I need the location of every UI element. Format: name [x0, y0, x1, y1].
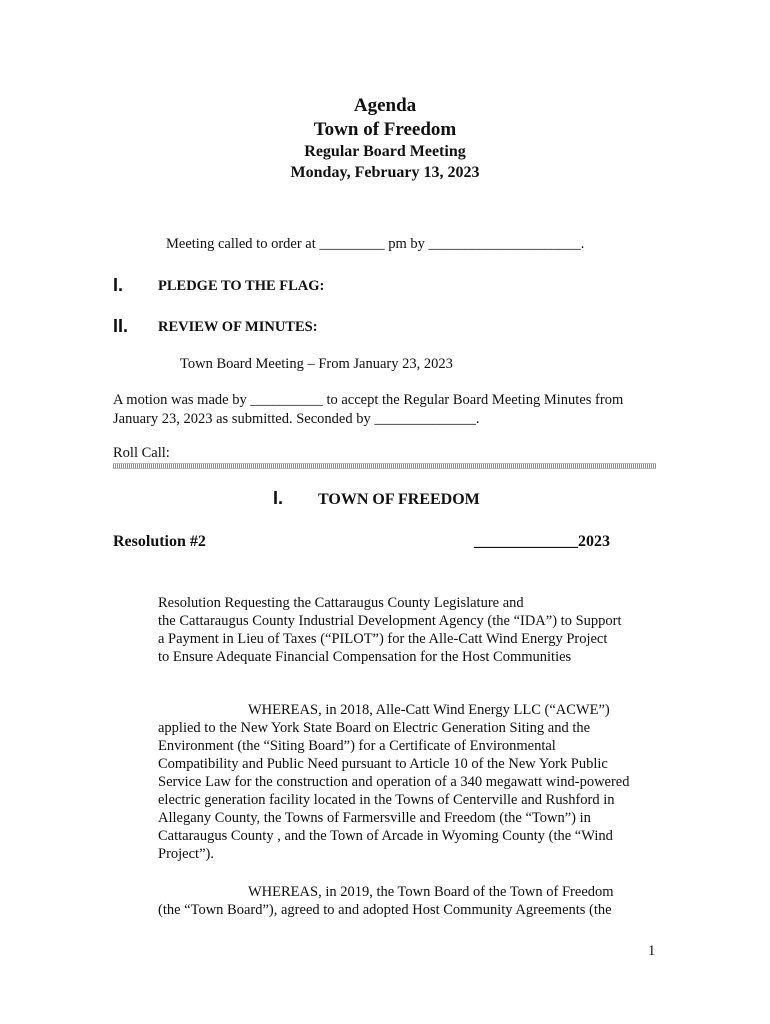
meeting-type: Regular Board Meeting — [304, 143, 466, 160]
whereas-paragraph-2 — [158, 883, 614, 919]
section-number-2: II. — [113, 316, 129, 336]
resolution-title-line: a Payment in Lieu of Taxes (“PILOT”) for the Alle-Catt Wind Energy Project — [158, 631, 608, 647]
town-section-title: TOWN OF FREEDOM — [318, 491, 480, 508]
whereas-line: Allegany County, the Towns of Farmersville and Freedom (the “Town”) in — [158, 810, 591, 826]
town-title: Town of Freedom — [313, 119, 457, 140]
motion-line-1: A motion was made by __________ to accept the Regular Board Meeting Minutes from — [113, 392, 624, 408]
whereas-line: (the “Town Board”), agreed to and adopted Host Community Agreements (the — [158, 902, 612, 918]
meeting-date: Monday, February 13, 2023 — [290, 164, 480, 181]
resolution-year: _____________2023 — [474, 533, 610, 550]
roll-call-label: Roll Call: — [113, 445, 170, 461]
section-title-minutes: REVIEW OF MINUTES: — [158, 319, 318, 335]
town-section-number: I. — [273, 488, 284, 508]
page-number: 1 — [648, 943, 656, 959]
whereas-line: WHEREAS, in 2018, Alle-Catt Wind Energy LLC (“ACWE”) — [248, 702, 610, 718]
call-to-order-line: Meeting called to order at _________ pm by _____________________. — [166, 236, 585, 252]
resolution-title — [158, 594, 622, 666]
resolution-title-line: the Cattaraugus County Industrial Development Agency (the “IDA”) to Support — [158, 613, 622, 629]
whereas-paragraph-1 — [158, 701, 630, 863]
whereas-line: Compatibility and Public Need pursuant to Article 10 of the New York Public — [158, 756, 608, 772]
whereas-line: Environment (the “Siting Board”) for a Certificate of Environmental — [158, 738, 556, 754]
whereas-line: Cattaraugus County , and the Town of Arcade in Wyoming County (the “Wind — [158, 828, 613, 844]
roll-call-divider — [113, 463, 656, 469]
whereas-line: WHEREAS, in 2019, the Town Board of the Town of Freedom — [248, 884, 614, 900]
minutes-item: Town Board Meeting – From January 23, 2023 — [180, 356, 453, 372]
whereas-line: applied to the New York State Board on Electric Generation Siting and the — [158, 720, 591, 736]
whereas-line: Project”). — [158, 846, 214, 862]
whereas-line: Service Law for the construction and operation of a 340 megawatt wind-powered — [158, 774, 630, 790]
section-title-pledge: PLEDGE TO THE FLAG: — [158, 278, 325, 294]
resolution-title-line: Resolution Requesting the Cattaraugus County Legislature and — [158, 595, 524, 611]
resolution-title-line: to Ensure Adequate Financial Compensation for the Host Communities — [158, 649, 572, 665]
resolution-label: Resolution #2 — [113, 533, 206, 550]
motion-line-2: January 23, 2023 as submitted. Seconded by ______________. — [113, 411, 480, 427]
agenda-title: Agenda — [353, 95, 417, 116]
whereas-line: electric generation facility located in the Towns of Centerville and Rushford in — [158, 792, 615, 808]
section-number-1: I. — [113, 275, 124, 295]
